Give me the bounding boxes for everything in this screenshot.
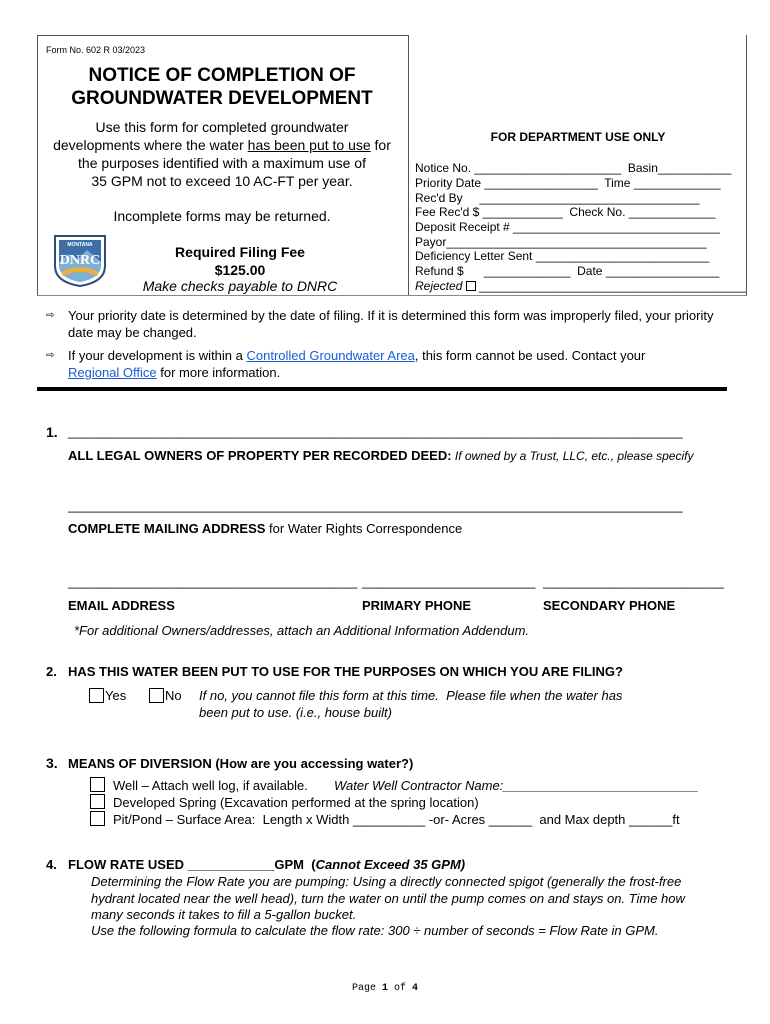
spring-checkbox[interactable] — [90, 794, 105, 809]
spring-option: Developed Spring (Excavation performed at the spring location) — [113, 795, 479, 810]
put-to-use-hint-2: been put to use. (i.e., house built) — [199, 705, 392, 720]
dept-fee-recd[interactable]: Fee Rec'd $ ____________ Check No. _____________ — [415, 205, 716, 219]
page-number: Page 1 of 4 — [351, 983, 419, 994]
dept-box-edge — [746, 35, 747, 295]
section-3-number: 3. — [46, 755, 58, 771]
mailing-address-label: COMPLETE MAILING ADDRESS for Water Rights Correspondence — [68, 521, 463, 536]
well-contractor-field[interactable]: Water Well Contractor Name:___________________________ — [334, 778, 699, 793]
incomplete-notice: Incomplete forms may be returned. — [113, 208, 331, 224]
dept-deposit-receipt[interactable]: Deposit Receipt # _______________________________ — [415, 220, 720, 234]
form-intro: Use this form for completed groundwater developments where the water has been put to use for the purposes identified with a maximum use of 35 GPM not to exceed 10 AC-FT per year. — [53, 119, 391, 189]
owners-label: ALL LEGAL OWNERS OF PROPERTY PER RECORDED DEED: If owned by a Trust, LLC, etc., please specify — [68, 448, 694, 463]
section-4-number: 4. — [46, 857, 57, 872]
primary-phone-label: PRIMARY PHONE — [362, 598, 472, 613]
fee-label: Required Filing Fee — [175, 244, 305, 260]
make-checks-note: Make checks payable to DNRC — [142, 278, 338, 294]
section-divider — [37, 387, 727, 391]
fee-amount: $125.00 — [214, 262, 266, 278]
regional-office-link[interactable]: Regional Office — [68, 365, 157, 380]
arrow-right-icon: ⇨ — [46, 350, 55, 361]
dept-priority-date[interactable]: Priority Date _________________ Time _____________ — [415, 176, 721, 190]
controlled-groundwater-area-link[interactable]: Controlled Groundwater Area — [246, 348, 415, 363]
flow-rate-instructions-1: Determining the Flow Rate you are pumping: Using a directly connected spigot (generally the frost-free — [91, 874, 682, 889]
dept-use-title: FOR DEPARTMENT USE ONLY — [490, 130, 666, 144]
pit-pond-option: Pit/Pond – Surface Area: Length x Width __________ -or- Acres ______ and Max depth ______ft — [113, 812, 680, 827]
svg-text:MONTANA: MONTANA — [67, 242, 93, 248]
pit-pond-checkbox[interactable] — [90, 811, 105, 826]
form-number: Form No. 602 R 03/2023 — [46, 45, 146, 55]
dept-payor[interactable]: Payor_______________________________________ — [415, 235, 707, 249]
primary-phone-field[interactable]: ________________________ — [362, 574, 536, 589]
dept-recd-by[interactable]: Rec'd By _________________________________ — [415, 191, 700, 205]
svg-text:DNRC: DNRC — [59, 253, 101, 268]
dnrc-logo — [51, 232, 109, 293]
form-title: NOTICE OF COMPLETION OF GROUNDWATER DEVELOPMENT — [71, 65, 373, 109]
put-to-use-question: HAS THIS WATER BEEN PUT TO USE FOR THE PURPOSES ON WHICH YOU ARE FILING? — [68, 664, 623, 679]
email-field[interactable]: ________________________________________ — [68, 574, 358, 589]
mailing-address-field[interactable]: _____________________________________________________________________________________ — [68, 498, 683, 513]
yes-label: Yes — [105, 688, 127, 703]
email-label: EMAIL ADDRESS — [68, 598, 175, 613]
priority-date-note: Your priority date is determined by the date of filing. If it is determined this form was improperly filed, your priority date may be changed. — [68, 308, 714, 340]
flow-rate-instructions-2: hydrant located near the well head), turn the water on until the pump comes on and stays on. Time how — [91, 891, 685, 906]
owners-field[interactable]: _____________________________________________________________________________________ — [68, 424, 683, 439]
dept-deficiency-letter[interactable]: Deficiency Letter Sent __________________________ — [415, 249, 710, 263]
well-checkbox[interactable] — [90, 777, 105, 792]
controlled-area-note: If your development is within a Controlled Groundwater Area, this form cannot be used. Contact your Regional Office for more information. — [68, 348, 646, 380]
well-option: Well – Attach well log, if available. — [113, 778, 308, 793]
means-of-diversion-title: MEANS OF DIVERSION (How are you accessing water?) — [68, 756, 414, 771]
no-checkbox[interactable] — [149, 688, 164, 703]
header-box-bottom — [37, 295, 747, 296]
flow-rate-field[interactable]: FLOW RATE USED ____________GPM (Cannot Exceed 35 GPM) — [68, 857, 466, 872]
secondary-phone-field[interactable]: _________________________ — [543, 574, 724, 589]
yes-checkbox[interactable] — [89, 688, 104, 703]
additional-owners-note: *For additional Owners/addresses, attach an Additional Information Addendum. — [74, 623, 530, 638]
flow-rate-instructions-3: many seconds it takes to fill a 5-gallon bucket. — [91, 907, 357, 922]
secondary-phone-label: SECONDARY PHONE — [543, 598, 676, 613]
section-2-number: 2. — [46, 664, 57, 679]
no-label: No — [165, 688, 182, 703]
flow-rate-formula: Use the following formula to calculate the flow rate: 300 ÷ number of seconds = Flow Rate in GPM. — [91, 923, 659, 938]
put-to-use-hint-1: If no, you cannot file this form at this time. Please file when the water has — [199, 688, 623, 703]
arrow-right-icon: ⇨ — [46, 310, 55, 321]
dept-rejected: Rejected ________________________________________ — [415, 279, 747, 293]
section-1-number: 1. — [46, 424, 58, 440]
rejected-checkbox[interactable] — [466, 281, 476, 291]
dept-notice-no[interactable]: Notice No. ______________________ Basin___________ — [415, 161, 732, 175]
dept-refund[interactable]: Refund $ _____________ Date _________________ — [415, 264, 720, 278]
